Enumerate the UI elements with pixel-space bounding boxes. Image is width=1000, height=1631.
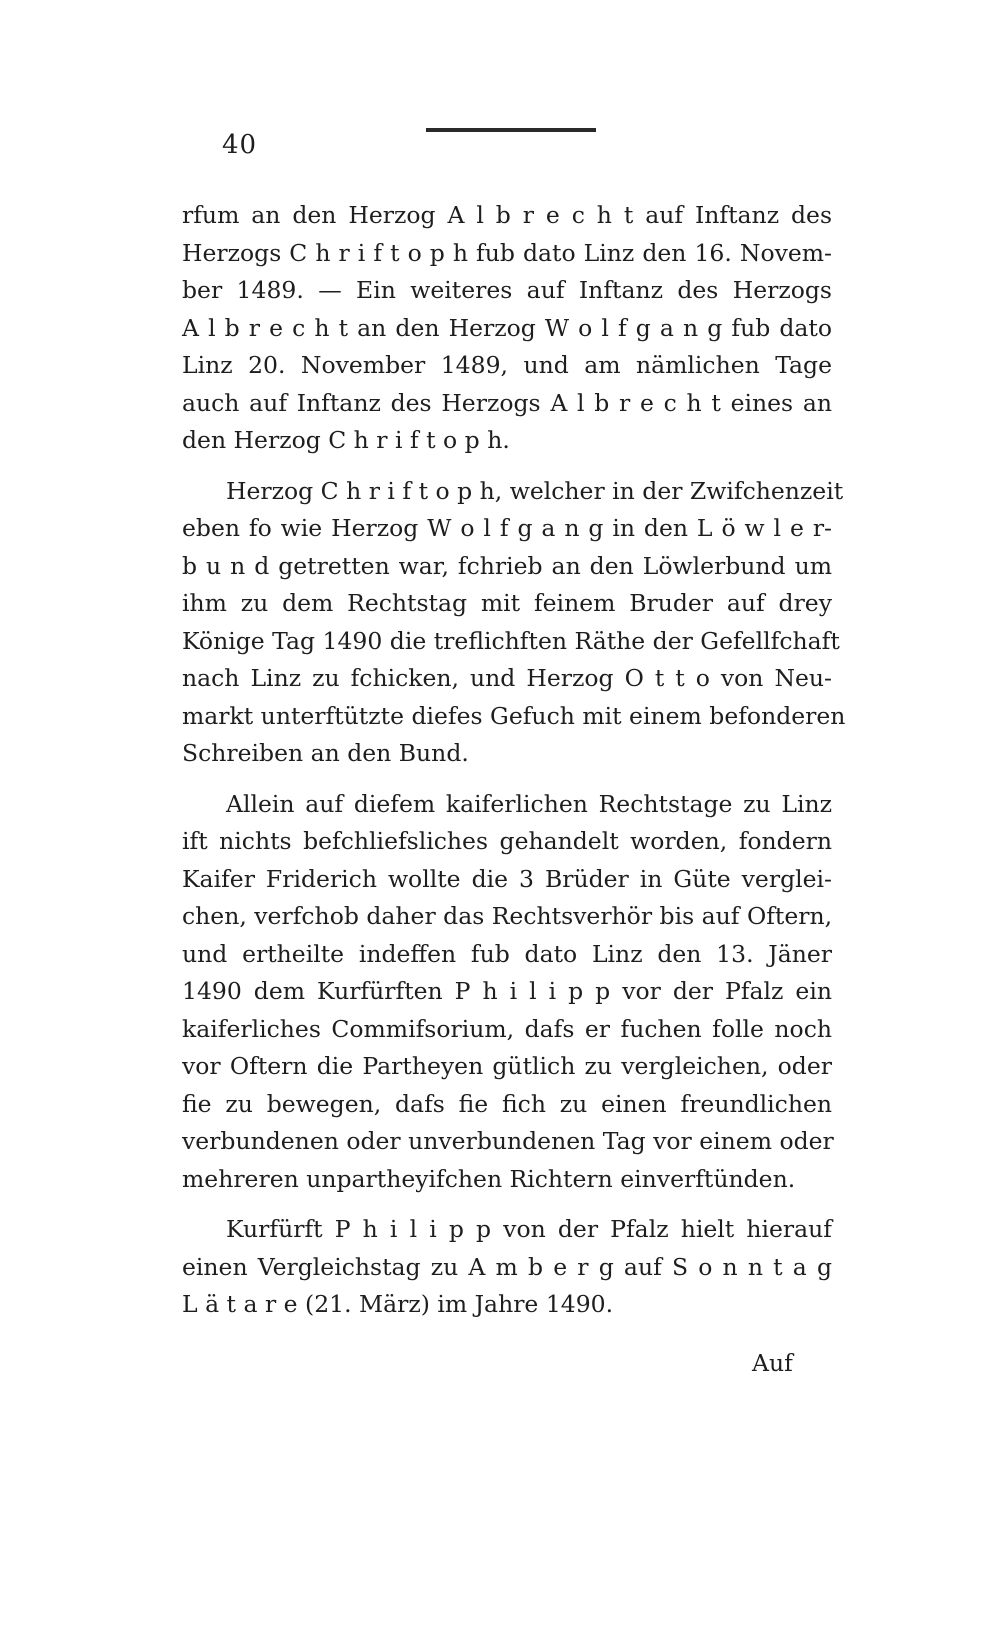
text-line: Könige Tag 1490 die treflichften Räthe der Gefellfchaft	[182, 626, 840, 655]
text-line: markt unterftützte diefes Gefuch mit einem befonderen	[182, 701, 846, 730]
text-line: ift nichts befchliefsliches gehandelt worden, fondern	[182, 827, 832, 855]
paragraph	[182, 786, 832, 1199]
paragraph	[182, 473, 846, 773]
text-line: nach Linz zu fchicken, und Herzog O t t o von Neu-	[182, 664, 832, 692]
text-line: Linz 20. November 1489, und am nämlichen Tage	[182, 351, 832, 379]
text-line: auch auf Inftanz des Herzogs A l b r e c h t eines an	[182, 388, 832, 417]
paragraph	[182, 1211, 832, 1324]
text-line: Schreiben an den Bund.	[182, 739, 469, 767]
text-line: eben fo wie Herzog W o l f g a n g in den L ö w l e r-	[182, 514, 832, 542]
text-line: Kurfürft P h i l i p p von der Pfalz hielt hierauf	[226, 1215, 832, 1243]
text-line: b u n d getretten war, fchrieb an den Löwlerbund um	[182, 551, 832, 580]
text-line: chen, verfchob daher das Rechtsverhör bis auf Oftern,	[182, 902, 833, 930]
text-line: ber 1489. — Ein weiteres auf Inftanz des Herzogs	[182, 276, 832, 304]
text-line: einen Vergleichstag zu A m b e r g auf S o n n t a g	[182, 1252, 832, 1281]
text-line: A l b r e c h t an den Herzog W o l f g a n g fub dato	[182, 313, 832, 342]
text-line: rfum an den Herzog A l b r e c h t auf Inftanz des	[182, 201, 832, 229]
text-line: Herzog C h r i f t o p h, welcher in der Zwifchenzeit	[226, 476, 844, 505]
catchword: Auf	[752, 1349, 793, 1377]
text-line: L ä t a r e (21. März) im Jahre 1490.	[182, 1290, 614, 1318]
text-line: kaiferliches Commifsorium, dafs er fuchen folle noch	[182, 1014, 832, 1043]
text-line: ihm zu dem Rechtstag mit feinem Bruder auf drey	[182, 589, 832, 617]
text-line: fie zu bewegen, dafs fie fich zu einen freundlichen	[182, 1089, 832, 1118]
text-line: verbundenen oder unverbundenen Tag vor einem oder	[182, 1127, 834, 1155]
header-rule	[426, 128, 596, 132]
text-line: Allein auf diefem kaiferlichen Rechtstage zu Linz	[226, 789, 832, 818]
text-line: 1490 dem Kurfürften P h i l i p p vor der Pfalz ein	[182, 977, 832, 1005]
text-line: vor Oftern die Partheyen gütlich zu vergleichen, oder	[182, 1052, 832, 1080]
body-text	[182, 197, 846, 1324]
paragraph	[182, 197, 832, 460]
text-line: mehreren unpartheyifchen Richtern einverftünden.	[182, 1164, 796, 1193]
text-line: Herzogs C h r i f t o p h fub dato Linz den 16. Novem-	[182, 238, 832, 267]
text-line: und ertheilte indeffen fub dato Linz den 13. Jäner	[182, 939, 832, 968]
page-number: 40	[222, 130, 258, 160]
text-line: den Herzog C h r i f t o p h.	[182, 426, 510, 454]
text-line: Kaifer Friderich wollte die 3 Brüder in Güte verglei-	[182, 864, 832, 893]
